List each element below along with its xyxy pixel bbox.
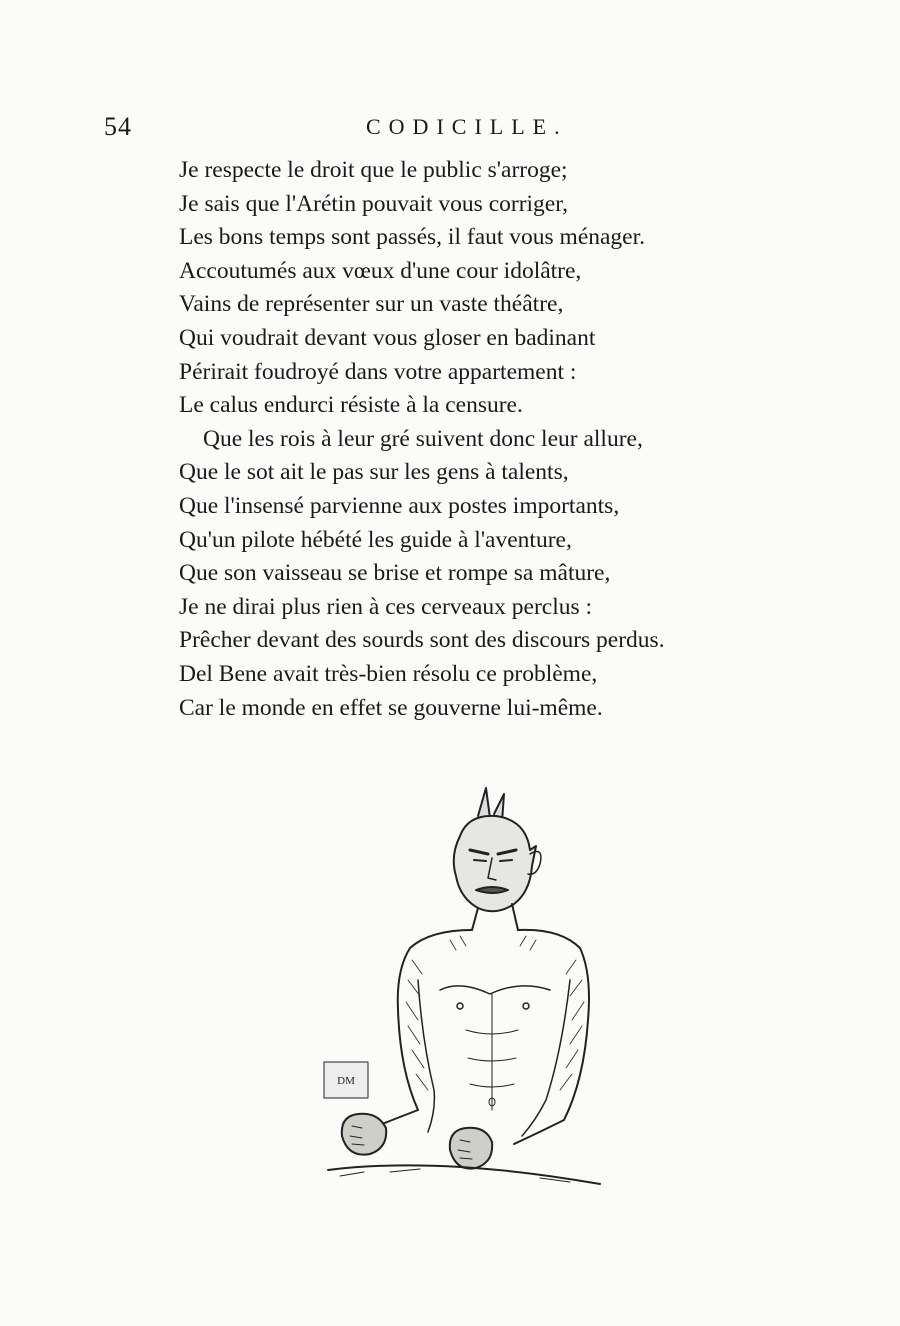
verse-line: Del Bene avait très-bien résolu ce problème,	[179, 660, 598, 687]
verse-line: Je sais que l'Arétin pouvait vous corriger,	[179, 190, 568, 217]
verse-line: Le calus endurci résiste à la censure.	[179, 392, 523, 419]
page-number: 54	[104, 112, 132, 141]
verse-line: Prêcher devant des sourds sont des discours perdus.	[179, 627, 665, 654]
verse-line: Accoutumés aux vœux d'une cour idolâtre,	[179, 257, 582, 284]
verse-line: Que son vaisseau se brise et rompe sa mâture,	[179, 560, 611, 587]
devil-illustration	[300, 780, 620, 1200]
running-head: CODICILLE.	[366, 114, 568, 139]
verse-line: Que l'insensé parvienne aux postes importants,	[179, 492, 620, 519]
verse-line: Vains de représenter sur un vaste théâtre,	[179, 291, 564, 318]
verse-line-stanza-start: Que les rois à leur gré suivent donc leur allure,	[203, 425, 643, 452]
artist-signature: DM	[337, 1075, 355, 1087]
verse-line: Qui voudrait devant vous gloser en badinant	[179, 324, 596, 351]
verse-line: Les bons temps sont passés, il faut vous ménager.	[179, 224, 646, 251]
verse-line: Car le monde en effet se gouverne lui-même.	[179, 694, 603, 721]
verse-line: Je ne dirai plus rien à ces cerveaux perclus :	[179, 593, 593, 620]
verse-line: Que le sot ait le pas sur les gens à talents,	[179, 459, 569, 486]
verse-line: Je respecte le droit que le public s'arroge;	[179, 157, 568, 183]
verse-line: Qu'un pilote hébété les guide à l'aventure,	[179, 526, 572, 553]
poem-verse	[179, 154, 779, 725]
verse-line: Périrait foudroyé dans votre appartement :	[179, 358, 577, 385]
